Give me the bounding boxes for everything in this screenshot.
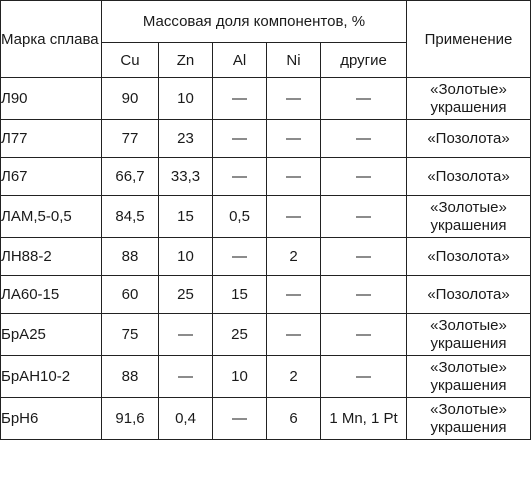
- table-row: [1, 276, 531, 314]
- other-cell: —: [321, 158, 407, 196]
- zn-cell: 15: [159, 196, 213, 238]
- grade-cell: ЛН88-2: [1, 238, 102, 276]
- table-row: [1, 78, 531, 120]
- cu-cell: 77: [102, 120, 159, 158]
- al-cell: 25: [213, 314, 267, 356]
- other-cell: —: [321, 196, 407, 238]
- cu-cell: 66,7: [102, 158, 159, 196]
- cu-cell: 75: [102, 314, 159, 356]
- ni-cell: 6: [267, 398, 321, 440]
- grade-cell: ЛАМ,5-0,5: [1, 196, 102, 238]
- other-cell: —: [321, 356, 407, 398]
- cu-cell: 84,5: [102, 196, 159, 238]
- grade-cell: Л77: [1, 120, 102, 158]
- al-cell: —: [213, 120, 267, 158]
- grade-cell: Л90: [1, 78, 102, 120]
- cu-cell: 60: [102, 276, 159, 314]
- cu-cell: 88: [102, 238, 159, 276]
- grade-cell: Л67: [1, 158, 102, 196]
- al-cell: —: [213, 398, 267, 440]
- ni-cell: 2: [267, 356, 321, 398]
- mass-fraction-header: Массовая доля компонентов, %: [102, 1, 407, 43]
- application-header: Применение: [407, 1, 531, 78]
- cu-cell: 90: [102, 78, 159, 120]
- table-row: [1, 356, 531, 398]
- zn-cell: —: [159, 356, 213, 398]
- zn-cell: 23: [159, 120, 213, 158]
- al-cell: 10: [213, 356, 267, 398]
- ni-cell: —: [267, 78, 321, 120]
- zn-cell: 33,3: [159, 158, 213, 196]
- component-header-zn: Zn: [159, 43, 213, 78]
- table-row: [1, 314, 531, 356]
- al-cell: 15: [213, 276, 267, 314]
- cu-cell: 91,6: [102, 398, 159, 440]
- grade-cell: БрА25: [1, 314, 102, 356]
- application-cell: «Позолота»: [407, 238, 531, 276]
- al-cell: —: [213, 158, 267, 196]
- ni-cell: —: [267, 158, 321, 196]
- application-cell: «Позолота»: [407, 276, 531, 314]
- application-cell: «Позолота»: [407, 158, 531, 196]
- application-cell: «Золотые» украшения: [407, 356, 531, 398]
- zn-cell: 0,4: [159, 398, 213, 440]
- application-cell: «Золотые» украшения: [407, 78, 531, 120]
- component-header-al: Al: [213, 43, 267, 78]
- component-header-cu: Cu: [102, 43, 159, 78]
- zn-cell: 25: [159, 276, 213, 314]
- cu-cell: 88: [102, 356, 159, 398]
- grade-cell: БрАН10-2: [1, 356, 102, 398]
- other-cell: —: [321, 120, 407, 158]
- table-row: [1, 238, 531, 276]
- zn-cell: 10: [159, 78, 213, 120]
- grade-cell: БрН6: [1, 398, 102, 440]
- al-cell: 0,5: [213, 196, 267, 238]
- application-cell: «Золотые» украшения: [407, 398, 531, 440]
- grade-cell: ЛА60-15: [1, 276, 102, 314]
- zn-cell: —: [159, 314, 213, 356]
- application-cell: «Золотые» украшения: [407, 196, 531, 238]
- zn-cell: 10: [159, 238, 213, 276]
- table-row: [1, 196, 531, 238]
- ni-cell: 2: [267, 238, 321, 276]
- application-cell: «Позолота»: [407, 120, 531, 158]
- grade-header: Марка сплава: [1, 1, 102, 78]
- other-cell: —: [321, 238, 407, 276]
- ni-cell: —: [267, 276, 321, 314]
- header-row: [1, 1, 531, 43]
- ni-cell: —: [267, 120, 321, 158]
- al-cell: —: [213, 78, 267, 120]
- other-cell: 1 Mn, 1 Pt: [321, 398, 407, 440]
- ni-cell: —: [267, 196, 321, 238]
- other-cell: —: [321, 314, 407, 356]
- ni-cell: —: [267, 314, 321, 356]
- other-cell: —: [321, 78, 407, 120]
- table-row: [1, 398, 531, 440]
- table-row: [1, 158, 531, 196]
- component-header-ni: Ni: [267, 43, 321, 78]
- other-cell: —: [321, 276, 407, 314]
- application-cell: «Золотые» украшения: [407, 314, 531, 356]
- al-cell: —: [213, 238, 267, 276]
- table-row: [1, 120, 531, 158]
- component-header-other: другие: [321, 43, 407, 78]
